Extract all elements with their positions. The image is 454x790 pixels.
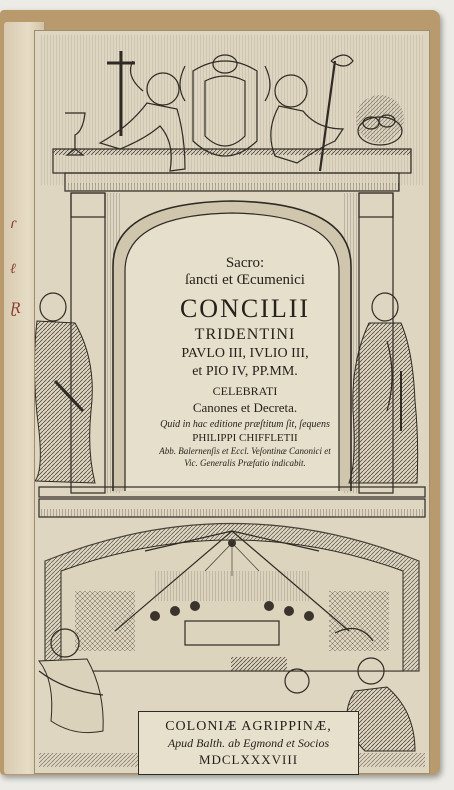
title-line: Quid in hac editione præſtitum ſit, ſequens	[160, 419, 330, 430]
marginalia-mark: ɾ	[10, 216, 17, 232]
title-line: ſancti et Œcumenici	[185, 272, 305, 288]
title-page	[34, 30, 430, 774]
title-line: PAVLO III, IVLIO III,	[181, 346, 309, 361]
imprint-publisher: Apud Balth. ab Egmond et Socios	[167, 736, 330, 750]
title-line: TRIDENTINI	[194, 326, 296, 343]
title-line: Vic. Generalis Præfatio indicabit.	[184, 458, 306, 468]
title-line: Sacro:	[225, 255, 265, 271]
imprint-box	[138, 711, 359, 775]
title-plaque	[129, 241, 361, 491]
title-main: CONCILII	[179, 294, 311, 323]
marginalia-mark: ℓ	[10, 261, 16, 277]
marginalia-mark: Ɽ	[10, 301, 21, 317]
saint-left	[35, 293, 95, 483]
imprint-year: MDCLXXXVIII	[198, 752, 299, 767]
title-line: et PIO IV, PP.MM.	[192, 364, 298, 379]
imprint-place: COLONIÆ AGRIPPINÆ,	[165, 719, 332, 734]
book	[0, 10, 440, 775]
title-line: Canones et Decreta.	[192, 400, 298, 415]
title-line: PHILIPPI CHIFFLETII	[192, 432, 298, 444]
title-line: CELEBRATI	[212, 384, 278, 398]
title-line: Abb. Balernenſis et Eccl. Veſontinæ Canonici et	[159, 446, 331, 456]
